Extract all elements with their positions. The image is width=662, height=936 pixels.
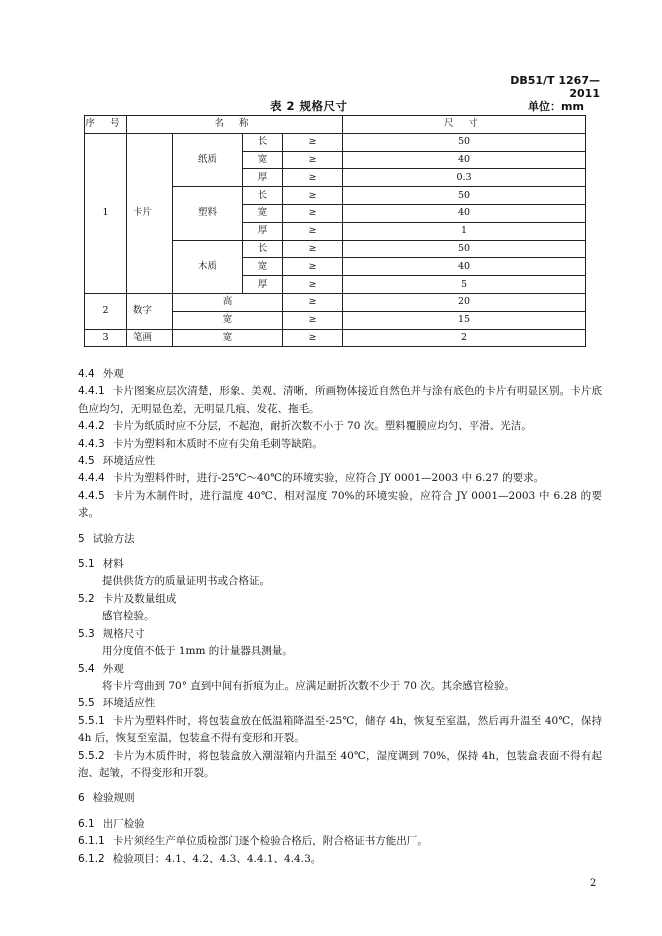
item-name: 笔画 (127, 329, 173, 347)
item-name: 卡片 (127, 133, 173, 293)
clause-body: 材料 (102, 558, 124, 571)
clause-number: 4.4.1 (78, 385, 105, 398)
clause-text (78, 470, 602, 487)
clause-number: 5 (78, 532, 85, 545)
clause-body: 卡片为木质件时，将包装盒放入潮湿箱内升温至 40℃，湿度调到 70%，保持 4h，包装盒表面不得有起泡、起皱，不得变形和开裂。 (78, 749, 602, 779)
clause-body: 卡片为纸质时应不分层，不起泡，耐折次数不小于 70 次。塑料覆膜应均匀、平滑、光洁。 (112, 420, 532, 433)
clause-body: 试验方法 (92, 532, 135, 545)
dimension-label: 宽 (243, 204, 283, 222)
section-heading (78, 591, 602, 608)
size-value: 2 (343, 329, 586, 347)
clause-text (78, 833, 602, 850)
comparison-operator: ≥ (283, 169, 343, 187)
clause-body: 卡片及数量组成 (102, 592, 177, 605)
clause-number: 4.5 (78, 455, 95, 468)
row-number: 3 (85, 329, 127, 347)
section-heading (78, 695, 602, 712)
dimension-label: 宽 (243, 258, 283, 276)
comparison-operator: ≥ (283, 311, 343, 329)
table-row (85, 329, 586, 347)
clause-text (78, 488, 602, 523)
clause-text (78, 678, 602, 695)
clause-text (78, 643, 602, 660)
comparison-operator: ≥ (283, 204, 343, 222)
dimension-label: 厚 (243, 222, 283, 240)
dimension-label: 厚 (243, 276, 283, 294)
section-heading (78, 790, 602, 807)
table-title: 表 2 规格尺寸 (270, 99, 348, 113)
section-heading (78, 453, 602, 470)
dimension-label: 长 (243, 187, 283, 205)
clause-number: 5.2 (78, 592, 95, 605)
size-value: 20 (343, 293, 586, 311)
size-value: 40 (343, 151, 586, 169)
dimension-label: 宽 (243, 151, 283, 169)
clause-text (78, 851, 602, 868)
header-name: 名 称 (127, 116, 343, 134)
dimension-label: 厚 (243, 169, 283, 187)
table-row (85, 293, 586, 311)
clause-body: 检验项目：4.1、4.2、4.3、4.4.1、4.4.3。 (112, 852, 322, 865)
dimension-label: 宽 (173, 311, 283, 329)
material-name: 塑料 (173, 187, 243, 240)
document-body (78, 366, 602, 868)
comparison-operator: ≥ (283, 240, 343, 258)
item-name: 数字 (127, 293, 173, 329)
row-number: 1 (85, 133, 127, 293)
comparison-operator: ≥ (283, 133, 343, 151)
material-name: 木质 (173, 240, 243, 293)
dimension-label: 长 (243, 240, 283, 258)
clause-body: 卡片图案应层次清楚，形象、美观、清晰，所画物体接近自然色并与涂有底色的卡片有明显区别。卡片底色应均匀，无明显色差，无明显几痕、发花、拖毛。 (78, 385, 602, 415)
size-value: 50 (343, 187, 586, 205)
clause-number: 6.1.2 (78, 852, 105, 865)
header-size: 尺 寸 (343, 116, 586, 134)
clause-number: 5.3 (78, 627, 95, 640)
document-code: DB51/T 1267—2011 (510, 74, 600, 100)
clause-number: 4.4.4 (78, 472, 105, 485)
clause-body: 卡片为塑料件时，进行-25℃～40℃的环境实验，应符合 JY 0001—2003 中 6.27 的要求。 (112, 472, 545, 485)
comparison-operator: ≥ (283, 151, 343, 169)
clause-text (78, 418, 602, 435)
clause-body: 卡片为塑料和木质时不应有尖角毛刺等缺陷。 (112, 437, 323, 450)
dimension-label: 高 (173, 293, 283, 311)
clause-body: 检验规则 (92, 792, 135, 805)
section-heading (78, 366, 602, 383)
clause-body: 感官检验。 (102, 610, 155, 623)
size-value: 15 (343, 311, 586, 329)
clause-number: 6 (78, 792, 85, 805)
clause-body: 提供供货方的质量证明书或合格证。 (102, 575, 270, 588)
table-unit: 单位：mm (528, 100, 584, 113)
table-header-row (85, 116, 586, 134)
dimension-label: 宽 (173, 329, 283, 347)
section-heading (78, 626, 602, 643)
dimension-label: 长 (243, 133, 283, 151)
clause-number: 5.4 (78, 662, 95, 675)
comparison-operator: ≥ (283, 258, 343, 276)
clause-text (78, 383, 602, 418)
page-number: 2 (590, 878, 597, 889)
clause-text (78, 713, 602, 748)
clause-body: 用分度值不低于 1mm 的计量器具测量。 (102, 645, 293, 658)
header-no: 序 号 (85, 116, 127, 134)
clause-body: 外观 (102, 368, 124, 380)
size-value: 40 (343, 204, 586, 222)
clause-text (78, 573, 602, 590)
section-heading (78, 531, 602, 548)
clause-number: 4.4.2 (78, 420, 105, 433)
section-heading (78, 661, 602, 678)
clause-body: 环境适应性 (102, 697, 156, 710)
clause-number: 5.5 (78, 697, 95, 710)
clause-number: 6.1 (78, 817, 95, 830)
section-heading (78, 556, 602, 573)
clause-text (78, 436, 602, 453)
clause-body: 规格尺寸 (102, 627, 145, 640)
clause-body: 卡片为木制件时，进行温度 40℃、相对湿度 70%的环境实验，应符合 JY 0001—2003 中 6.28 的要求。 (78, 489, 602, 520)
clause-body: 卡片为塑料件时，将包装盒放在低温箱降温至-25℃，储存 4h，恢复至室温，然后再升温至 40℃，保持 4h 后，恢复至室温，包装盒不得有变形和开裂。 (78, 714, 602, 745)
size-value: 40 (343, 258, 586, 276)
comparison-operator: ≥ (283, 329, 343, 347)
material-name: 纸质 (173, 133, 243, 186)
section-heading (78, 816, 602, 833)
comparison-operator: ≥ (283, 187, 343, 205)
size-value: 50 (343, 240, 586, 258)
clause-body: 卡片须经生产单位质检部门逐个检验合格后，附合格证书方能出厂。 (112, 835, 428, 848)
clause-body: 将卡片弯曲到 70° 直到中间有折痕为止。应满足耐折次数不少于 70 次。其余感官检验。 (102, 679, 515, 692)
size-value: 50 (343, 133, 586, 151)
row-number: 2 (85, 293, 127, 329)
clause-body: 外观 (102, 662, 124, 675)
comparison-operator: ≥ (283, 293, 343, 311)
size-value: 1 (343, 222, 586, 240)
size-value: 0.3 (343, 169, 586, 187)
clause-number: 6.1.1 (78, 835, 105, 848)
spec-table (84, 115, 586, 347)
clause-number: 5.5.1 (78, 714, 105, 727)
size-value: 5 (343, 276, 586, 294)
table-row (85, 133, 586, 151)
comparison-operator: ≥ (283, 276, 343, 294)
clause-number: 5.1 (78, 558, 95, 571)
clause-body: 环境适应性 (102, 455, 156, 468)
clause-text (78, 748, 602, 783)
clause-number: 4.4 (78, 368, 95, 380)
comparison-operator: ≥ (283, 222, 343, 240)
clause-number: 5.5.2 (78, 749, 105, 762)
clause-number: 4.4.5 (78, 489, 105, 502)
clause-body: 出厂检验 (102, 817, 145, 830)
clause-text (78, 608, 602, 625)
clause-number: 4.4.3 (78, 437, 105, 450)
